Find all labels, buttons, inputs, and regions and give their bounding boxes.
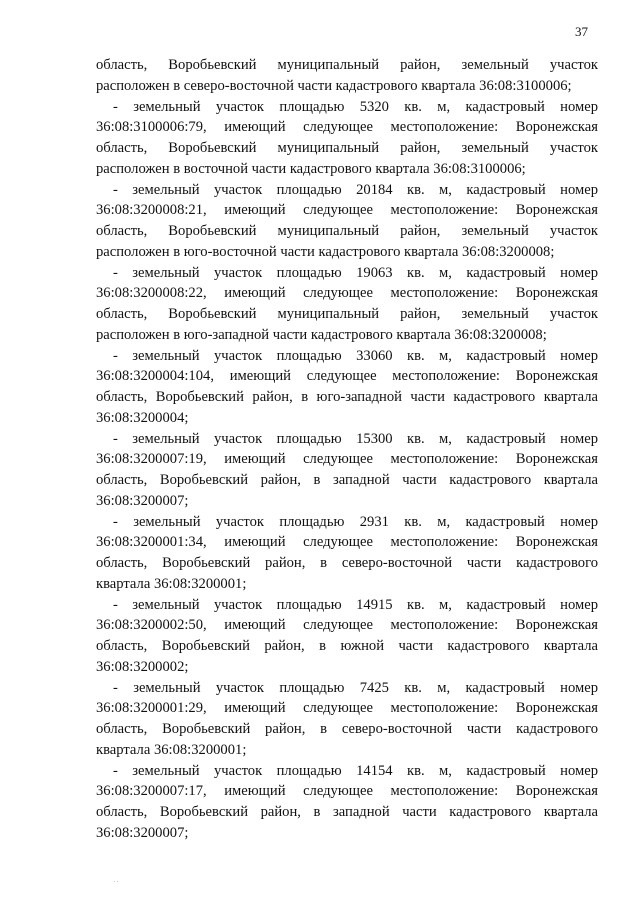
text-line: область, Воробьевский район, в северо-восточной части кадастрового bbox=[96, 721, 598, 737]
text-line: расположен в восточной части кадастрового квартала 36:08:3100006; bbox=[96, 160, 526, 177]
text-line: 36:08:3100006:79, имеющий следующее местоположение: Воронежская bbox=[96, 119, 598, 136]
text-line: область, Воробьевский муниципальный район, земельный участок bbox=[96, 57, 598, 73]
text-line: область, Воробьевский район, в юго-западной части кадастрового квартала bbox=[96, 389, 598, 405]
footer-mark: ·· bbox=[113, 878, 120, 886]
list-item-line: - земельный участок площадью 5320 кв. м, кадастровый номер bbox=[113, 98, 598, 115]
text-line: 36:08:3200007:17, имеющий следующее местоположение: Воронежская bbox=[96, 783, 598, 800]
text-line: 36:08:3200007:19, имеющий следующее местоположение: Воронежская bbox=[96, 451, 598, 468]
list-item-line: - земельный участок площадью 15300 кв. м, кадастровый номер bbox=[113, 430, 598, 447]
text-line: 36:08:3200007; bbox=[96, 824, 189, 841]
list-item-line: - земельный участок площадью 19063 кв. м, кадастровый номер bbox=[113, 264, 598, 281]
text-line: квартала 36:08:3200001; bbox=[96, 741, 247, 758]
text-line: 36:08:3200001:34, имеющий следующее местоположение: Воронежская bbox=[96, 534, 598, 551]
text-line: расположен в юго-восточной части кадастрового квартала 36:08:3200008; bbox=[96, 243, 555, 260]
list-item-line: - земельный участок площадью 14154 кв. м, кадастровый номер bbox=[113, 762, 598, 779]
text-line: расположен в северо-восточной части кадастрового квартала 36:08:3100006; bbox=[96, 77, 572, 94]
text-line: 36:08:3200007; bbox=[96, 492, 189, 509]
text-line: область, Воробьевский муниципальный район, земельный участок bbox=[96, 223, 598, 239]
list-item-line: - земельный участок площадью 20184 кв. м, кадастровый номер bbox=[113, 181, 598, 198]
text-line: 36:08:3200002; bbox=[96, 658, 189, 675]
text-line: 36:08:3200004:104, имеющий следующее местоположение: Воронежская bbox=[96, 368, 598, 385]
text-line: область, Воробьевский район, в северо-восточной части кадастрового bbox=[96, 555, 598, 571]
list-item-line: - земельный участок площадью 7425 кв. м, кадастровый номер bbox=[113, 679, 598, 696]
text-line: 36:08:3200001:29, имеющий следующее местоположение: Воронежская bbox=[96, 700, 598, 717]
list-item-line: - земельный участок площадью 33060 кв. м, кадастровый номер bbox=[113, 347, 598, 364]
text-line: расположен в юго-западной части кадастрового квартала 36:08:3200008; bbox=[96, 326, 547, 343]
list-item-line: - земельный участок площадью 14915 кв. м, кадастровый номер bbox=[113, 596, 598, 613]
text-line: 36:08:3200004; bbox=[96, 409, 189, 426]
text-line: область, Воробьевский муниципальный район, земельный участок bbox=[96, 140, 598, 156]
text-line: область, Воробьевский муниципальный район, земельный участок bbox=[96, 306, 598, 322]
document-body bbox=[96, 55, 598, 844]
text-line: 36:08:3200008:21, имеющий следующее местоположение: Воронежская bbox=[96, 202, 598, 219]
text-line: область, Воробьевский район, в западной части кадастрового квартала bbox=[96, 804, 598, 820]
text-line: 36:08:3200002:50, имеющий следующее местоположение: Воронежская bbox=[96, 617, 598, 634]
list-item-line: - земельный участок площадью 2931 кв. м, кадастровый номер bbox=[113, 513, 598, 530]
text-line: область, Воробьевский район, в южной части кадастрового квартала bbox=[96, 638, 598, 654]
page-number: 37 bbox=[575, 24, 588, 39]
text-line: 36:08:3200008:22, имеющий следующее местоположение: Воронежская bbox=[96, 285, 598, 302]
text-line: квартала 36:08:3200001; bbox=[96, 575, 247, 592]
text-line: область, Воробьевский район, в западной части кадастрового квартала bbox=[96, 472, 598, 488]
